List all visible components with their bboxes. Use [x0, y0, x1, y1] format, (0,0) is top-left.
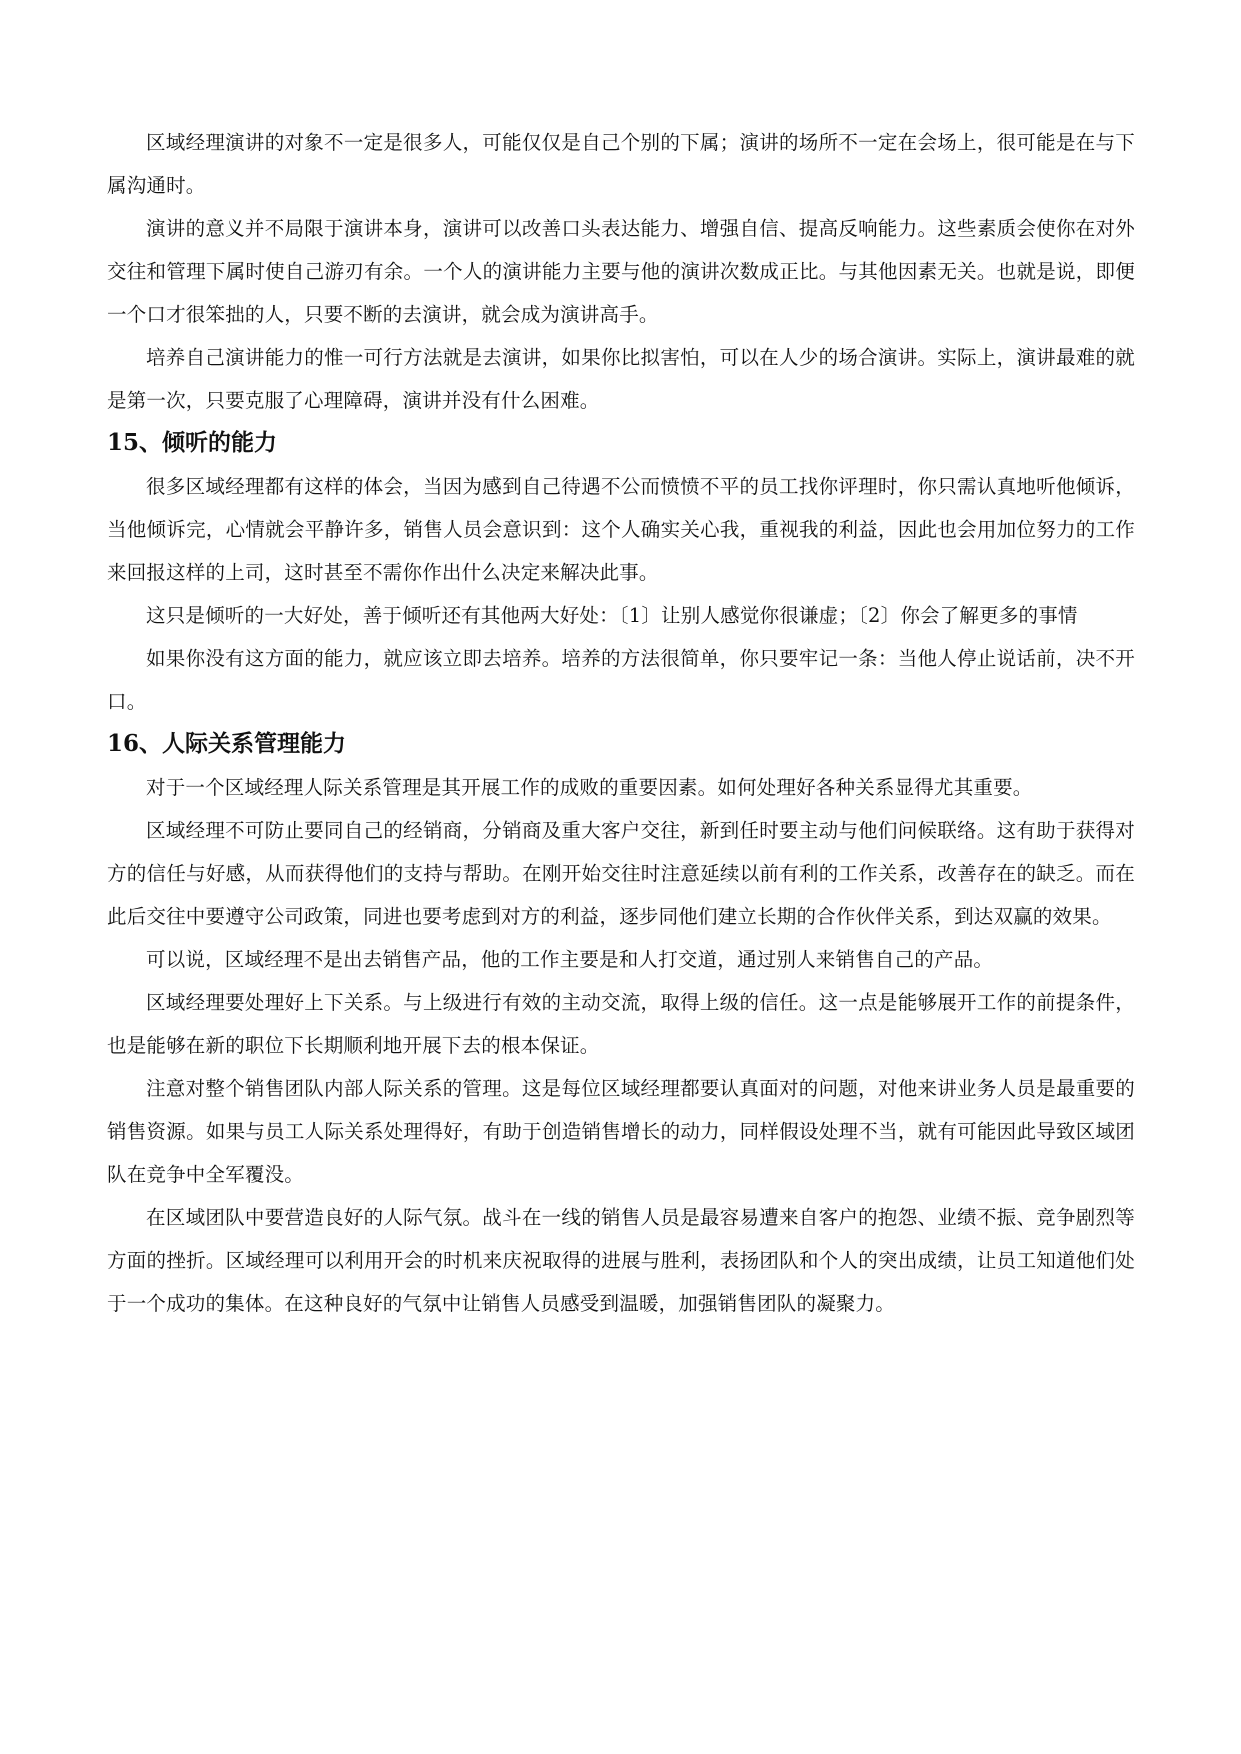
paragraph: 在区域团队中要营造良好的人际气氛。战斗在一线的销售人员是最容易遭来自客户的抱怨、业绩不振、竞争剧烈等方面的挫折。区域经理可以利用开会的时机来庆祝取得的进展与胜利，表扬团队和个人的突出成绩，让员工知道他们处于一个成功的集体。在这种良好的气氛中让销售人员感受到温暖，加强销售团队的凝聚力。 [107, 1206, 1135, 1315]
paragraph: 如果你没有这方面的能力，就应该立即去培养。培养的方法很简单，你只要牢记一条：当他人停止说话前，决不开口。 [107, 647, 1135, 713]
section-heading-15: 15、倾听的能力 [107, 429, 278, 456]
paragraph: 可以说，区域经理不是出去销售产品，他的工作主要是和人打交道，通过别人来销售自己的产品。 [146, 948, 994, 971]
section-heading-16: 16、人际关系管理能力 [107, 730, 347, 757]
paragraph: 区域经理要处理好上下关系。与上级进行有效的主动交流，取得上级的信任。这一点是能够展开工作的前提条件，也是能够在新的职位下长期顺利地开展下去的根本保证。 [107, 991, 1135, 1057]
paragraph: 对于一个区域经理人际关系管理是其开展工作的成败的重要因素。如何处理好各种关系显得尤其重要。 [146, 776, 1033, 799]
paragraph: 区域经理不可防止要同自己的经销商，分销商及重大客户交往，新到任时要主动与他们问候联络。这有助于获得对方的信任与好感，从而获得他们的支持与帮助。在刚开始交往时注意延续以前有利的工作关系，改善存在的缺乏。而在此后交往中要遵守公司政策，同进也要考虑到对方的利益，逐步同他们建立长期的合作伙伴关系，到达双赢的效果。 [107, 819, 1135, 928]
paragraph: 很多区域经理都有这样的体会，当因为感到自己待遇不公而愤愤不平的员工找你评理时，你只需认真地听他倾诉，当他倾诉完，心情就会平静许多，销售人员会意识到：这个人确实关心我，重视我的利益，因此也会用加位努力的工作来回报这样的上司，这时甚至不需你作出什么决定来解决此事。 [107, 475, 1135, 584]
paragraph: 这只是倾听的一大好处，善于倾听还有其他两大好处：〔1〕让别人感觉你很谦虚；〔2〕你会了解更多的事情 [146, 604, 1078, 627]
paragraph: 区域经理演讲的对象不一定是很多人，可能仅仅是自己个别的下属；演讲的场所不一定在会场上，很可能是在与下属沟通时。 [107, 131, 1135, 197]
paragraph: 培养自己演讲能力的惟一可行方法就是去演讲，如果你比拟害怕，可以在人少的场合演讲。实际上，演讲最难的就是第一次，只要克服了心理障碍，演讲并没有什么困难。 [107, 346, 1135, 412]
paragraph: 演讲的意义并不局限于演讲本身，演讲可以改善口头表达能力、增强自信、提高反响能力。这些素质会使你在对外交往和管理下属时使自己游刃有余。一个人的演讲能力主要与他的演讲次数成正比。与其他因素无关。也就是说，即便一个口才很笨拙的人，只要不断的去演讲，就会成为演讲高手。 [107, 217, 1135, 326]
document-body [107, 121, 1135, 1325]
paragraph: 注意对整个销售团队内部人际关系的管理。这是每位区域经理都要认真面对的问题，对他来讲业务人员是最重要的销售资源。如果与员工人际关系处理得好，有助于创造销售增长的动力，同样假设处理不当，就有可能因此导致区域团队在竞争中全军覆没。 [107, 1077, 1135, 1186]
